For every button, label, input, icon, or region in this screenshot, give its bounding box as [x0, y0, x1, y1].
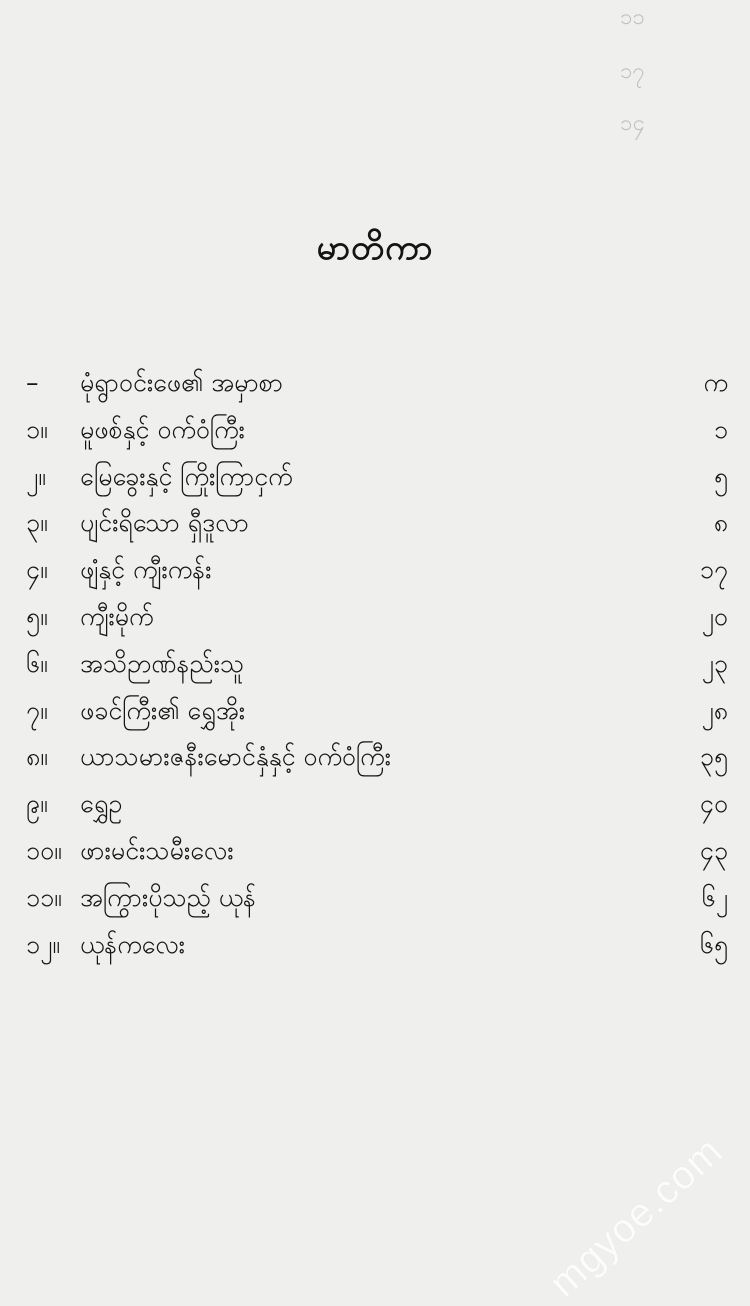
toc-entry-page: ၅ [713, 461, 728, 491]
toc-entry-number: ၅။ [26, 602, 48, 631]
toc-entry [0, 781, 750, 827]
page-title: မာတိကာ [316, 228, 434, 268]
toc-entry [0, 594, 750, 640]
toc-entry-page: ၄၀ [699, 789, 728, 819]
toc-entry-number: ၁။ [26, 414, 48, 444]
toc-entry-title: ယုန်ကလေး [80, 929, 186, 959]
toc-entry [0, 922, 750, 968]
toc-entry-number: ၉။ [26, 789, 48, 819]
toc-entry-number: ၃။ [26, 508, 48, 538]
toc-entry-number: ၁၁။ [26, 882, 62, 912]
toc-entry-title: ကျီးမိုက် [80, 602, 154, 631]
toc-entry-number: ၈။ [26, 742, 48, 772]
watermark: mgyoe.com [541, 1128, 732, 1306]
toc-entry-title: မုံရွာဝင်းဖေ၏ အမှာစာ [80, 368, 284, 397]
toc-entry-page: ၆၂ [701, 882, 728, 912]
toc-entry [0, 500, 750, 546]
bleed-page-number: ၁၇ [620, 59, 645, 84]
bleed-through-text [0, 0, 750, 150]
toc-entry-number: ၆။ [26, 648, 48, 678]
toc-entry [0, 641, 750, 687]
toc-entry-number: ၄။ [26, 555, 48, 585]
toc-entry-number: ၁၂။ [26, 929, 60, 959]
toc-entry [0, 688, 750, 734]
toc-entry-number: ၂။ [26, 461, 46, 491]
toc-entry-title: မူဖစ်နှင့် ဝက်ဝံကြီး [80, 414, 245, 444]
toc-entry-number: – [26, 368, 39, 397]
toc-entry-title: ရွှေဥ [80, 789, 123, 819]
toc-entry-page: ၁ [713, 414, 728, 444]
toc-entry [0, 828, 750, 874]
toc-entry-page: ၂၃ [701, 648, 728, 678]
toc-entry [0, 454, 750, 500]
toc-entry [0, 734, 750, 780]
toc-entry-page: ၁၇ [699, 555, 728, 585]
toc-entry-page: ၆၅ [699, 929, 728, 959]
toc-entry-title: ဖျံနှင့် ကျီးကန်း [80, 555, 212, 585]
bleed-page-number: ၁၁ [620, 5, 645, 30]
toc-entry-number: ၁၀။ [26, 836, 62, 865]
toc-entry [0, 875, 750, 921]
toc-entry-page: ၃၅ [699, 742, 728, 772]
toc-entry-title: ဖခင်ကြီး၏ ရွှေအိုး [80, 695, 246, 725]
toc-entry-page: ၈ [713, 508, 728, 538]
toc-entry-page: က [703, 368, 728, 397]
toc-entry-title: ဖားမင်းသမီးလေး [80, 836, 234, 865]
toc-entry-title: ယာသမားဇနီးမောင်နှံနှင့် ဝက်ဝံကြီး [80, 742, 391, 772]
toc-entry-title: မြေခွေးနှင့် ကြိုးကြာငှက် [80, 461, 293, 491]
toc-entry-page: ၂၈ [701, 695, 728, 725]
toc-entry [0, 407, 750, 453]
bleed-page-number: ၁၄ [620, 111, 645, 136]
toc-entry-page: ၄၃ [699, 836, 728, 865]
toc-entry-number: ၇။ [26, 695, 48, 725]
toc-entry-title: အကြွားပိုသည့် ယုန် [80, 882, 256, 912]
toc-entry [0, 360, 750, 406]
toc-entry-title: အသိဉာဏ်နည်းသူ [80, 648, 245, 678]
toc-entry-page: ၂၀ [701, 602, 728, 631]
toc-entry [0, 547, 750, 593]
toc-entry-title: ပျင်းရိသော ရှီဒူလာ [80, 508, 249, 538]
